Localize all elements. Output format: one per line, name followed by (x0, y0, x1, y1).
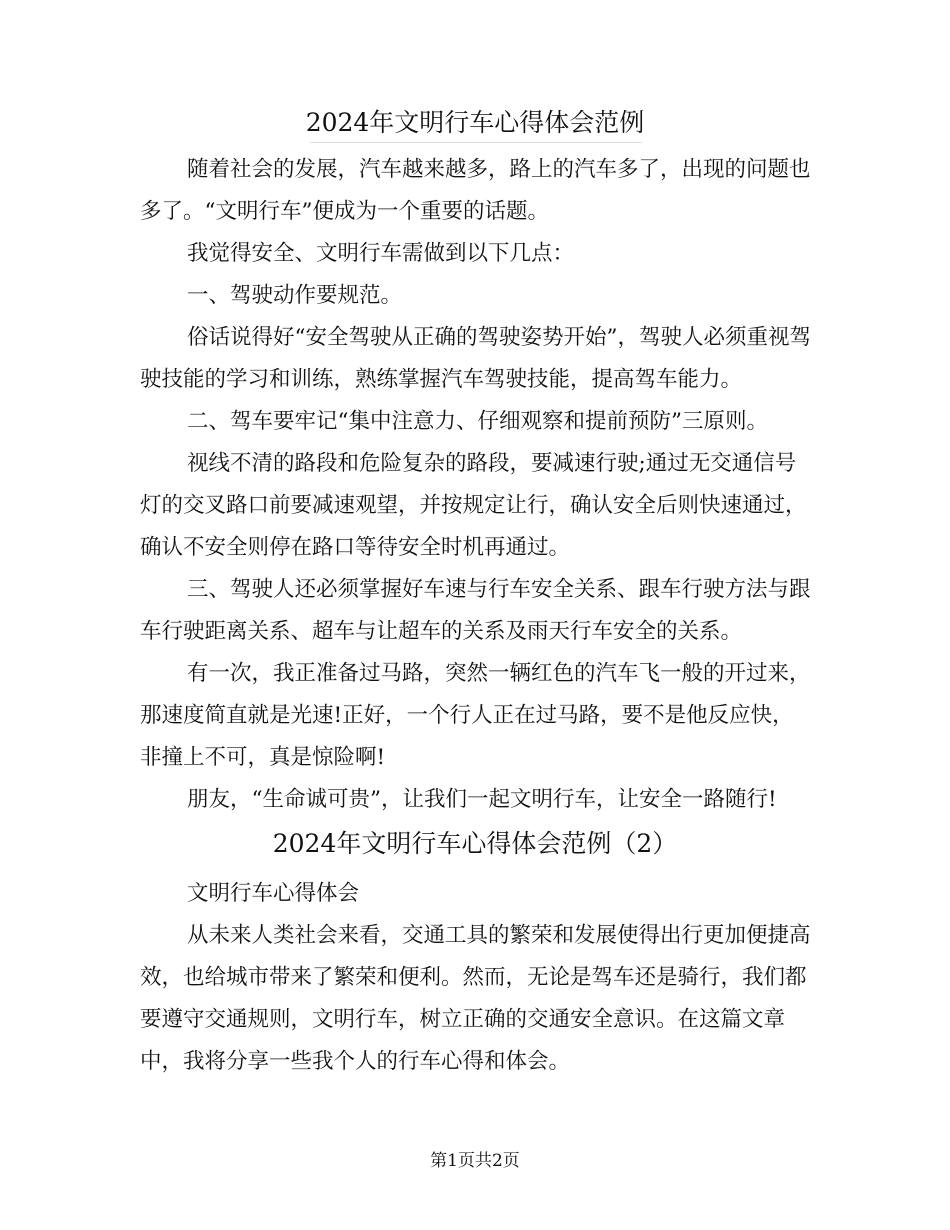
page-number: 第1页共2页 (430, 1151, 520, 1171)
document-title: 2024年文明行车心得体会范例 (305, 108, 645, 137)
title-divider (310, 142, 642, 143)
paragraph: 有一次，我正准备过马路，突然一辆红色的汽车飞一般的开过来，那速度简直就是光速!正好，一个行人正在过马路，要不是他反应快，非撞上不可，真是惊险啊! (140, 661, 811, 770)
paragraph: 俗话说得好“安全驾驶从正确的驾驶姿势开始”，驾驶人必须重视驾驶技能的学习和训练，熟练掌握汽车驾驶技能，提高驾车能力。 (140, 325, 811, 392)
paragraph: 随着社会的发展，汽车越来越多，路上的汽车多了，出现的问题也多了。“文明行车”便成为一个重要的话题。 (140, 157, 811, 224)
paragraph: 我觉得安全、文明行车需做到以下几点： (187, 241, 575, 266)
paragraph: 一、驾驶动作要规范。 (187, 283, 403, 308)
paragraph: 三、驾驶人还必须掌握好车速与行车安全关系、跟车行驶方法与跟车行驶距离关系、超车与让超车的关系及雨天行车安全的关系。 (140, 577, 811, 644)
paragraph: 视线不清的路段和危险复杂的路段，要减速行驶;通过无交通信号灯的交叉路口前要减速观望，并按规定让行，确认安全后则快速通过，确认不安全则停在路口等待安全时机再通过。 (140, 451, 807, 560)
paragraph: 从未来人类社会来看，交通工具的繁荣和发展使得出行更加便捷高效，也给城市带来了繁荣和便利。然而，无论是驾车还是骑行，我们都要遵守交通规则，文明行车，树立正确的交通安全意识。在这篇文章中，我将分享一些我个人的行车心得和体会。 (140, 923, 811, 1074)
paragraph: 文明行车心得体会 (187, 881, 360, 906)
paragraph: 朋友，“生命诚可贵”，让我们一起文明行车，让安全一路随行! (187, 787, 777, 812)
paragraph: 二、驾车要牢记“集中注意力、仔细观察和提前预防”三原则。 (187, 409, 768, 434)
section-title: 2024年文明行车心得体会范例（2） (272, 829, 678, 858)
